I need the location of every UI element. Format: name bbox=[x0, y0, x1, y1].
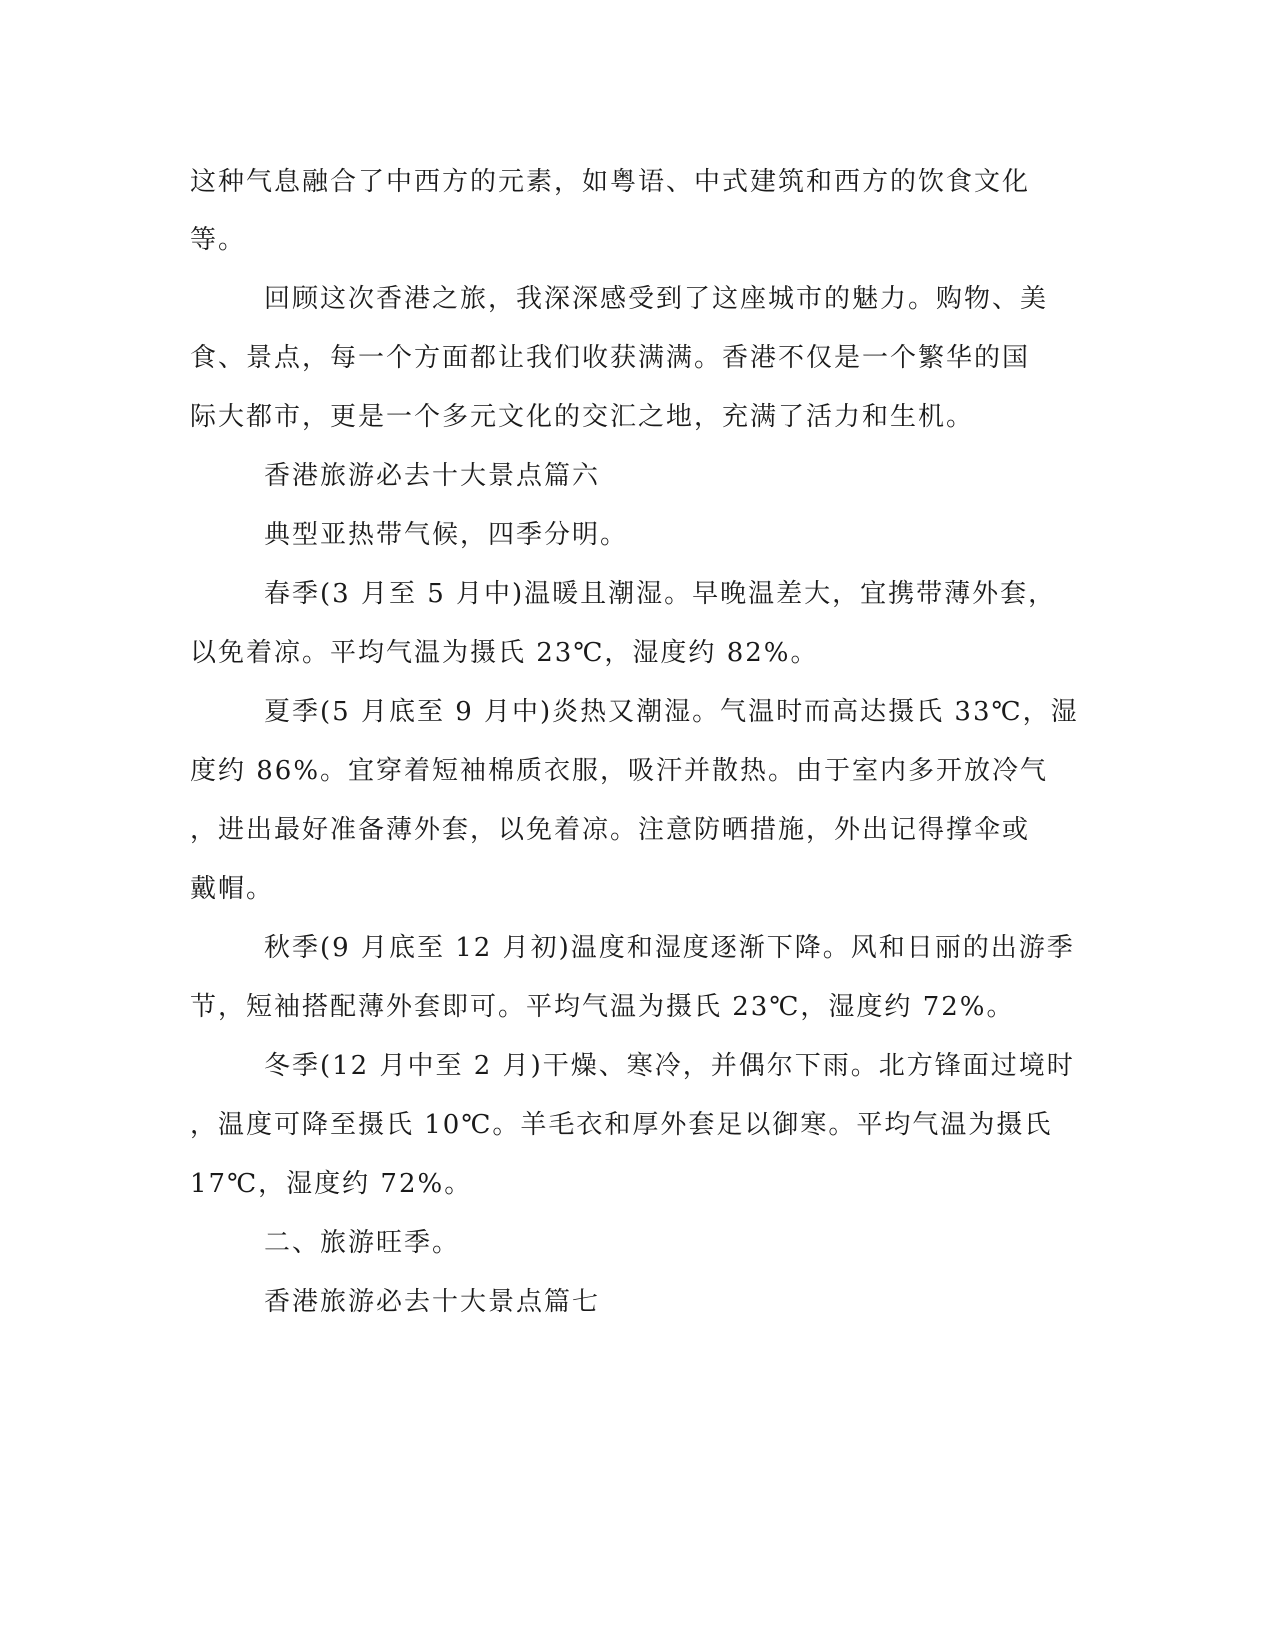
paragraph-line: 戴帽。 bbox=[190, 874, 275, 904]
paragraph-line: 以免着凉。平均气温为摄氏 23℃，湿度约 82%。 bbox=[190, 638, 819, 668]
paragraph-line: 17℃，湿度约 72%。 bbox=[190, 1169, 473, 1199]
paragraph-line: 这种气息融合了中西方的元素，如粤语、中式建筑和西方的饮食文化 bbox=[190, 167, 1031, 197]
paragraph-line: ，进出最好准备薄外套，以免着凉。注意防晒措施，外出记得撑伞或 bbox=[190, 815, 1031, 845]
paragraph-line: 度约 86%。宜穿着短袖棉质衣服，吸汗并散热。由于室内多开放冷气 bbox=[190, 756, 1049, 786]
paragraph-line: 回顾这次香港之旅，我深深感受到了这座城市的魅力。购物、美 bbox=[264, 284, 1049, 314]
paragraph-line: 冬季(12 月中至 2 月)干燥、寒冷，并偶尔下雨。北方锋面过境时 bbox=[264, 1051, 1075, 1081]
paragraph-line: 秋季(9 月底至 12 月初)温度和湿度逐渐下降。风和日丽的出游季 bbox=[264, 933, 1075, 963]
paragraph-line: 食、景点，每一个方面都让我们收获满满。香港不仅是一个繁华的国 bbox=[190, 343, 1031, 373]
paragraph-line: 节，短袖搭配薄外套即可。平均气温为摄氏 23℃，湿度约 72%。 bbox=[190, 992, 1015, 1022]
paragraph-line: 夏季(5 月底至 9 月中)炎热又潮湿。气温时而高达摄氏 33℃，湿 bbox=[264, 697, 1079, 727]
paragraph-line: 春季(3 月至 5 月中)温暖且潮湿。早晚温差大，宜携带薄外套， bbox=[264, 579, 1057, 609]
paragraph-line: 二、旅游旺季。 bbox=[264, 1228, 461, 1258]
paragraph-line: 际大都市，更是一个多元文化的交汇之地，充满了活力和生机。 bbox=[190, 402, 975, 432]
paragraph-line: ，温度可降至摄氏 10℃。羊毛衣和厚外套足以御寒。平均气温为摄氏 bbox=[190, 1110, 1053, 1140]
section-heading: 香港旅游必去十大景点篇六 bbox=[264, 461, 601, 491]
section-heading: 香港旅游必去十大景点篇七 bbox=[264, 1287, 601, 1317]
paragraph-line: 典型亚热带气候，四季分明。 bbox=[264, 520, 629, 550]
paragraph-line: 等。 bbox=[190, 225, 247, 255]
